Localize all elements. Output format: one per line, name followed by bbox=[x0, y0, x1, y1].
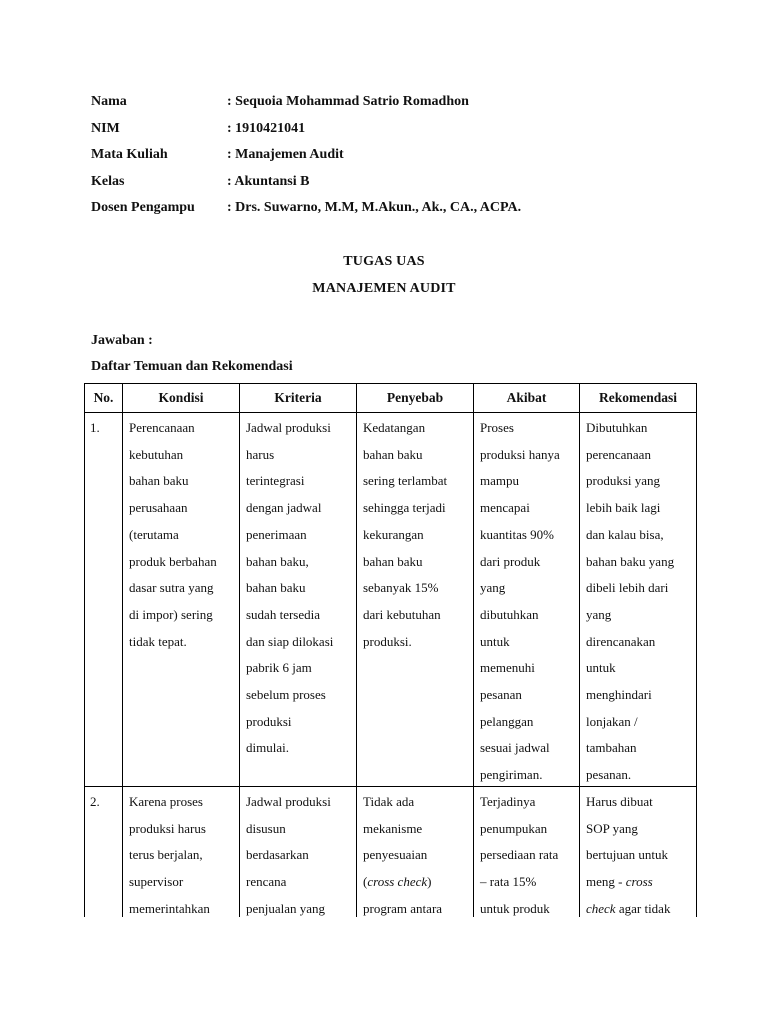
table-row bbox=[85, 413, 697, 787]
header-akibat: Akibat bbox=[474, 384, 580, 412]
cell-text: agar tidak bbox=[615, 900, 671, 916]
cell-no: 2. bbox=[85, 787, 123, 917]
cell-text: Harus dibuat SOP yang bertujuan untuk meng - bbox=[586, 794, 668, 890]
cell-kriteria: Jadwal produksi disusun berdasarkan rencana penjualan yang bbox=[240, 787, 357, 917]
cell-rekomendasi bbox=[580, 787, 697, 917]
identity-value: : Akuntansi B bbox=[227, 173, 310, 189]
identity-value: : 1910421041 bbox=[227, 120, 306, 136]
cell-italic-text: cross bbox=[625, 874, 653, 890]
cell-penyebab bbox=[357, 787, 474, 917]
cell-no: 1. bbox=[85, 413, 123, 786]
answer-label: Jawaban : bbox=[91, 333, 153, 348]
list-title: Daftar Temuan dan Rekomendasi bbox=[91, 359, 293, 374]
identity-label: Nama bbox=[91, 94, 127, 109]
identity-label: Dosen Pengampu bbox=[91, 200, 195, 215]
identity-value: : Sequoia Mohammad Satrio Romadhon bbox=[227, 94, 469, 109]
header-rekomendasi: Rekomendasi bbox=[580, 384, 697, 412]
cell-rekomendasi: Dibutuhkan perencanaan produksi yang lebih baik lagi dan kalau bisa, bahan baku yang dibeli lebih dari yang direncanakan untuk menghindari lonjakan / tambahan pesanan. bbox=[580, 413, 697, 786]
findings-table bbox=[84, 383, 697, 917]
cell-text: ) program antara bbox=[363, 874, 443, 916]
cell-italic-text: cross check bbox=[367, 874, 428, 890]
table-header-row bbox=[85, 384, 697, 413]
document-title: TUGAS UAS bbox=[343, 254, 425, 269]
header-kriteria: Kriteria bbox=[240, 384, 357, 412]
header-no: No. bbox=[85, 384, 123, 412]
identity-label: NIM bbox=[91, 120, 120, 136]
identity-label: Kelas bbox=[91, 173, 125, 189]
table-row bbox=[85, 787, 697, 917]
identity-value: : Manajemen Audit bbox=[227, 147, 344, 162]
identity-label: Mata Kuliah bbox=[91, 147, 168, 162]
document-subtitle: MANAJEMEN AUDIT bbox=[312, 281, 456, 296]
cell-akibat: Terjadinya penumpukan persediaan rata – rata 15% untuk produk bbox=[474, 787, 580, 917]
cell-kondisi: Perencanaan kebutuhan bahan baku perusahaan (terutama produk berbahan dasar sutra yang di impor) sering tidak tepat. bbox=[123, 413, 240, 786]
identity-value: : Drs. Suwarno, M.M, M.Akun., Ak., CA., ACPA. bbox=[227, 200, 522, 215]
cell-akibat: Proses produksi hanya mampu mencapai kuantitas 90% dari produk yang dibutuhkan untuk memenuhi pesanan pelanggan sesuai jadwal pengiriman. bbox=[474, 413, 580, 786]
cell-text: Tidak ada mekanisme penyesuaian ( bbox=[363, 794, 428, 890]
header-kondisi: Kondisi bbox=[123, 384, 240, 412]
cell-kondisi: Karena proses produksi harus terus berjalan, supervisor memerintahkan bbox=[123, 787, 240, 917]
cell-kriteria: Jadwal produksi harus terintegrasi dengan jadwal penerimaan bahan baku, bahan baku sudah tersedia dan siap dilokasi pabrik 6 jam sebelum proses produksi dimulai. bbox=[240, 413, 357, 786]
cell-italic-text: check bbox=[586, 900, 616, 916]
cell-penyebab: Kedatangan bahan baku sering terlambat sehingga terjadi kekurangan bahan baku sebanyak 15% dari kebutuhan produksi. bbox=[357, 413, 474, 786]
header-penyebab: Penyebab bbox=[357, 384, 474, 412]
